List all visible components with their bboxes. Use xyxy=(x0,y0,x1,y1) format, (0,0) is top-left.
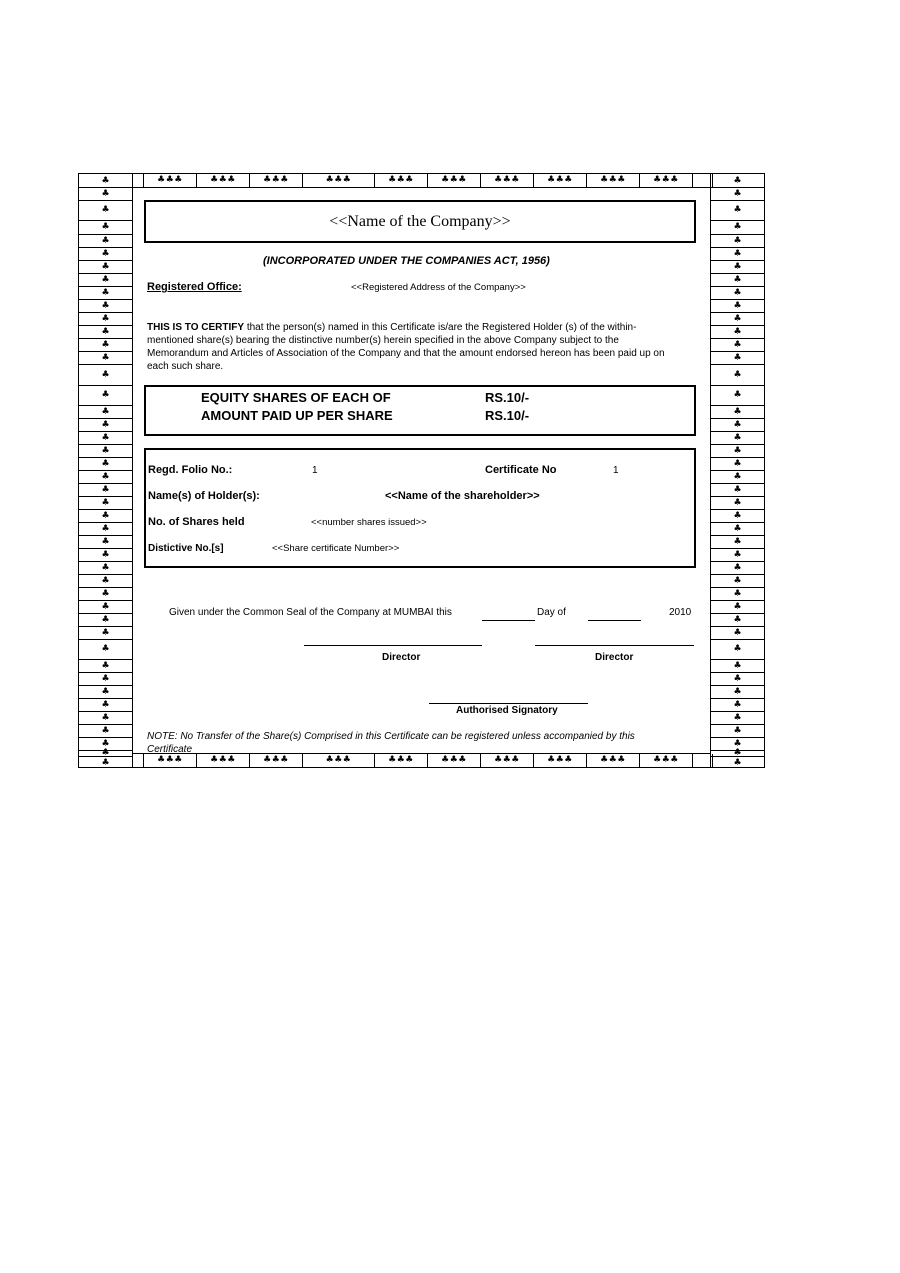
club-ornament-icon: ♣ xyxy=(101,725,110,736)
holder-name-label: Name(s) of Holder(s): xyxy=(148,490,260,502)
club-ornament-icon: ♣ xyxy=(733,406,742,417)
club-ornament-icon: ♣ xyxy=(733,222,742,232)
triple-club-ornament-icon: ♣♣♣ xyxy=(303,174,375,187)
director-2-label: Director xyxy=(595,652,634,663)
club-ornament-icon: ♣ xyxy=(733,575,742,586)
club-ornament-icon: ♣ xyxy=(733,673,742,684)
club-ornament-icon: ♣ xyxy=(101,614,110,625)
club-ornament-icon: ♣ xyxy=(733,471,742,482)
common-seal-text: Given under the Common Seal of the Company at MUMBAI this xyxy=(169,607,452,618)
triple-club-ornament-icon: ♣♣♣ xyxy=(481,754,534,767)
club-ornament-icon: ♣ xyxy=(101,738,110,749)
club-ornament-icon: ♣ xyxy=(101,644,110,654)
distinctive-no-value: <<Share certificate Number>> xyxy=(272,543,400,554)
club-ornament-icon: ♣ xyxy=(733,419,742,430)
amount-paid-value: RS.10/- xyxy=(485,408,530,423)
club-ornament-icon: ♣ xyxy=(733,510,742,521)
club-ornament-icon: ♣ xyxy=(733,261,742,272)
club-ornament-icon: ♣ xyxy=(733,248,742,259)
club-ornament-icon: ♣ xyxy=(733,686,742,697)
ornament-row-divider xyxy=(711,364,764,365)
ornament-row-divider xyxy=(711,220,764,221)
shares-held-value: <<number shares issued>> xyxy=(311,517,427,528)
amount-paid-label: AMOUNT PAID UP PER SHARE xyxy=(201,408,393,423)
triple-club-ornament-icon: ♣♣♣ xyxy=(587,754,640,767)
club-ornament-icon: ♣ xyxy=(733,175,742,186)
triple-club-ornament-icon: ♣♣♣ xyxy=(375,754,428,767)
triple-club-ornament-icon: ♣♣♣ xyxy=(640,754,693,767)
triple-club-ornament-icon xyxy=(132,174,144,187)
club-ornament-icon: ♣ xyxy=(101,406,110,417)
certify-lead: THIS IS TO CERTIFY xyxy=(147,322,245,333)
triple-club-ornament-icon: ♣♣♣ xyxy=(303,754,375,767)
transfer-note xyxy=(147,730,635,756)
club-ornament-icon: ♣ xyxy=(733,627,742,638)
ornament-row-divider xyxy=(79,639,132,640)
club-ornament-icon: ♣ xyxy=(733,339,742,350)
club-ornament-icon: ♣ xyxy=(733,562,742,573)
club-ornament-icon: ♣ xyxy=(101,757,110,768)
seal-year: 2010 xyxy=(669,607,692,618)
club-ornament-icon: ♣ xyxy=(101,352,110,363)
right-ornament-column xyxy=(710,174,764,767)
equity-shares-value: RS.10/- xyxy=(485,390,530,405)
registered-office-value: <<Registered Address of the Company>> xyxy=(351,282,526,293)
director-1-signature-line xyxy=(304,645,482,646)
club-ornament-icon: ♣ xyxy=(733,432,742,443)
club-ornament-icon: ♣ xyxy=(101,471,110,482)
authorised-signatory-label: Authorised Signatory xyxy=(456,705,558,716)
club-ornament-icon: ♣ xyxy=(733,287,742,298)
club-ornament-icon: ♣ xyxy=(101,432,110,443)
ornament-row-divider xyxy=(711,200,764,201)
transfer-note-line-2: Certificate xyxy=(147,744,193,755)
club-ornament-icon: ♣ xyxy=(101,445,110,456)
club-ornament-icon: ♣ xyxy=(733,300,742,311)
shares-held-label: No. of Shares held xyxy=(148,516,245,528)
club-ornament-icon: ♣ xyxy=(101,458,110,469)
club-ornament-icon: ♣ xyxy=(101,686,110,697)
club-ornament-icon: ♣ xyxy=(733,660,742,671)
certify-line-1: that the person(s) named in this Certificate is/are the Registered Holder (s) of the within- xyxy=(244,322,637,333)
club-ornament-icon: ♣ xyxy=(101,326,110,337)
triple-club-ornament-icon: ♣♣♣ xyxy=(144,754,197,767)
ornament-row-divider xyxy=(711,385,764,386)
left-ornament-column xyxy=(79,174,133,767)
incorporation-note: (INCORPORATED UNDER THE COMPANIES ACT, 1956) xyxy=(263,255,550,267)
triple-club-ornament-icon: ♣♣♣ xyxy=(534,754,587,767)
club-ornament-icon: ♣ xyxy=(733,497,742,508)
club-ornament-icon: ♣ xyxy=(101,484,110,495)
club-ornament-icon: ♣ xyxy=(101,699,110,710)
triple-club-ornament-icon: ♣♣♣ xyxy=(375,174,428,187)
triple-club-ornament-icon: ♣♣♣ xyxy=(428,754,481,767)
club-ornament-icon: ♣ xyxy=(733,484,742,495)
club-ornament-icon: ♣ xyxy=(101,660,110,671)
triple-club-ornament-icon: ♣♣♣ xyxy=(640,174,693,187)
club-ornament-icon: ♣ xyxy=(733,458,742,469)
holder-details-box xyxy=(144,448,696,568)
ornament-row-divider xyxy=(79,200,132,201)
club-ornament-icon: ♣ xyxy=(733,445,742,456)
director-2-signature-line xyxy=(535,645,694,646)
club-ornament-icon: ♣ xyxy=(101,390,110,400)
folio-label: Regd. Folio No.: xyxy=(148,464,233,476)
folio-value: 1 xyxy=(312,465,318,476)
club-ornament-icon: ♣ xyxy=(101,748,110,758)
certificate-no-value: 1 xyxy=(613,465,619,476)
club-ornament-icon: ♣ xyxy=(733,390,742,400)
club-ornament-icon: ♣ xyxy=(733,614,742,625)
club-ornament-icon: ♣ xyxy=(101,287,110,298)
club-ornament-icon: ♣ xyxy=(733,725,742,736)
club-ornament-icon: ♣ xyxy=(733,523,742,534)
club-ornament-icon: ♣ xyxy=(101,497,110,508)
company-name-box xyxy=(144,200,696,243)
club-ornament-icon: ♣ xyxy=(101,235,110,246)
ornament-row-divider xyxy=(79,385,132,386)
company-name: <<Name of the Company>> xyxy=(329,213,511,230)
club-ornament-icon: ♣ xyxy=(101,369,110,380)
triple-club-ornament-icon: ♣♣♣ xyxy=(481,174,534,187)
triple-club-ornament-icon: ♣♣♣ xyxy=(197,754,250,767)
share-value-box xyxy=(144,385,696,436)
club-ornament-icon: ♣ xyxy=(733,188,742,199)
club-ornament-icon: ♣ xyxy=(733,369,742,380)
club-ornament-icon: ♣ xyxy=(101,523,110,534)
triple-club-ornament-icon: ♣♣♣ xyxy=(587,174,640,187)
director-1-label: Director xyxy=(382,652,421,663)
club-ornament-icon: ♣ xyxy=(101,712,110,723)
club-ornament-icon: ♣ xyxy=(101,627,110,638)
club-ornament-icon: ♣ xyxy=(101,510,110,521)
certify-line-2: mentioned share(s) bearing the distinctive number(s) herein specified in the above Company subject to the xyxy=(147,335,619,346)
ornament-row-divider xyxy=(79,220,132,221)
certificate-no-label: Certificate No xyxy=(485,464,557,476)
club-ornament-icon: ♣ xyxy=(733,352,742,363)
certify-line-3: Memorandum and Articles of Association of the Company and that the amount endorsed hereon has been paid up on xyxy=(147,348,665,359)
triple-club-ornament-icon: ♣♣♣ xyxy=(144,174,197,187)
club-ornament-icon: ♣ xyxy=(101,562,110,573)
club-ornament-icon: ♣ xyxy=(101,188,110,199)
share-certificate xyxy=(78,173,765,768)
day-of-label: Day of xyxy=(537,607,566,618)
triple-club-ornament-icon: ♣♣♣ xyxy=(534,174,587,187)
club-ornament-icon: ♣ xyxy=(733,601,742,612)
triple-club-ornament-icon xyxy=(693,754,713,767)
club-ornament-icon: ♣ xyxy=(733,549,742,560)
club-ornament-icon: ♣ xyxy=(101,274,110,285)
triple-club-ornament-icon xyxy=(693,174,713,187)
club-ornament-icon: ♣ xyxy=(101,300,110,311)
club-ornament-icon: ♣ xyxy=(101,673,110,684)
club-ornament-icon: ♣ xyxy=(101,222,110,232)
club-ornament-icon: ♣ xyxy=(733,326,742,337)
club-ornament-icon: ♣ xyxy=(101,601,110,612)
club-ornament-icon: ♣ xyxy=(733,313,742,324)
club-ornament-icon: ♣ xyxy=(101,575,110,586)
club-ornament-icon: ♣ xyxy=(733,738,742,749)
club-ornament-icon: ♣ xyxy=(101,419,110,430)
ornament-row-divider xyxy=(79,364,132,365)
top-ornament-strip xyxy=(132,174,711,188)
holder-name-value: <<Name of the shareholder>> xyxy=(385,490,540,502)
club-ornament-icon: ♣ xyxy=(101,175,110,186)
club-ornament-icon: ♣ xyxy=(733,274,742,285)
transfer-note-line-1: NOTE: No Transfer of the Share(s) Comprised in this Certificate can be registered unless accompanied by this xyxy=(147,731,635,742)
club-ornament-icon: ♣ xyxy=(733,588,742,599)
club-ornament-icon: ♣ xyxy=(101,313,110,324)
club-ornament-icon: ♣ xyxy=(733,205,742,215)
registered-office-label: Registered Office: xyxy=(147,281,242,293)
club-ornament-icon: ♣ xyxy=(733,235,742,246)
certify-line-4: each such share. xyxy=(147,361,224,372)
club-ornament-icon: ♣ xyxy=(733,712,742,723)
distinctive-no-label: Distictive No.[s] xyxy=(148,543,224,554)
certify-paragraph xyxy=(147,321,665,373)
club-ornament-icon: ♣ xyxy=(101,339,110,350)
club-ornament-icon: ♣ xyxy=(101,588,110,599)
club-ornament-icon: ♣ xyxy=(733,644,742,654)
equity-shares-label: EQUITY SHARES OF EACH OF xyxy=(201,390,391,405)
club-ornament-icon: ♣ xyxy=(733,536,742,547)
ornament-row-divider xyxy=(711,639,764,640)
club-ornament-icon: ♣ xyxy=(101,261,110,272)
club-ornament-icon: ♣ xyxy=(101,549,110,560)
club-ornament-icon: ♣ xyxy=(733,699,742,710)
club-ornament-icon: ♣ xyxy=(101,248,110,259)
triple-club-ornament-icon: ♣♣♣ xyxy=(197,174,250,187)
club-ornament-icon: ♣ xyxy=(733,748,742,758)
triple-club-ornament-icon: ♣♣♣ xyxy=(250,174,303,187)
triple-club-ornament-icon: ♣♣♣ xyxy=(250,754,303,767)
triple-club-ornament-icon xyxy=(132,754,144,767)
month-blank-line xyxy=(588,620,641,621)
authorised-signature-line xyxy=(429,703,588,704)
triple-club-ornament-icon: ♣♣♣ xyxy=(428,174,481,187)
club-ornament-icon: ♣ xyxy=(101,536,110,547)
club-ornament-icon: ♣ xyxy=(101,205,110,215)
club-ornament-icon: ♣ xyxy=(733,757,742,768)
day-blank-line xyxy=(482,620,535,621)
